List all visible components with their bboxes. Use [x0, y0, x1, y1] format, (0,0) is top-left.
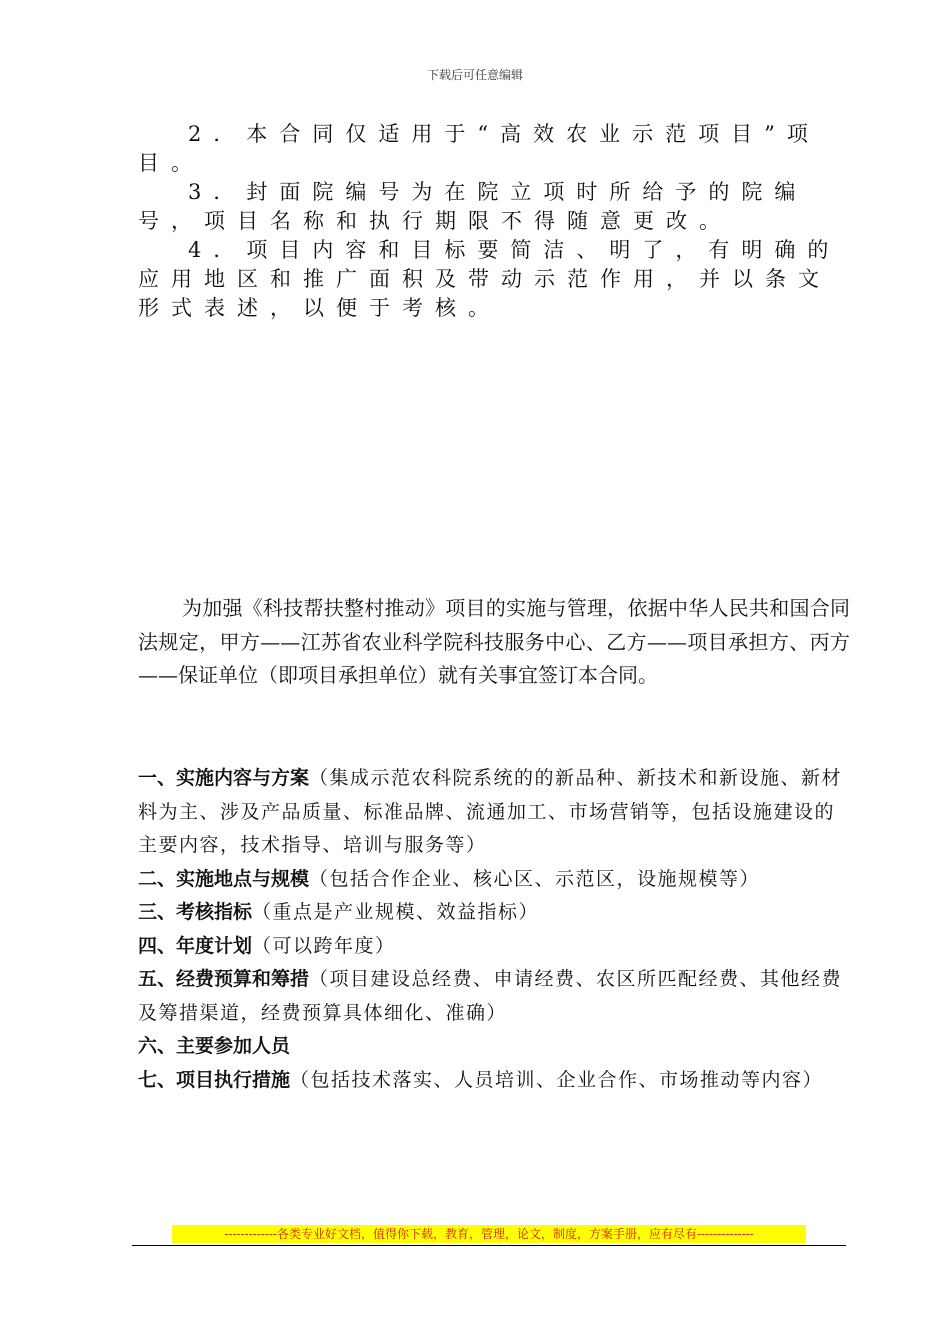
footer-divider — [132, 1245, 846, 1246]
section-list — [138, 762, 850, 1097]
section-desc: （包括技术落实、人员培训、企业合作、市场推动等内容） — [290, 1068, 824, 1091]
section-item — [138, 863, 850, 897]
section-title: 五、经费预算和筹措 — [138, 968, 310, 990]
note-item: 3．封面院编号为在院立项时所给予的院编号，项目名称和执行期限不得随意更改。 — [138, 180, 808, 233]
section-item — [138, 1030, 850, 1064]
section-item — [138, 963, 850, 1030]
section-title: 一、实施内容与方案 — [138, 767, 310, 789]
section-title: 六、主要参加人员 — [138, 1035, 291, 1057]
section-desc: （项目建设总经费、申请经费、农区所匹配经费、其他经费及筹措渠道，经费预算具体细化、准确） — [138, 968, 843, 1024]
note-item: 4．项目内容和目标要简洁、明了，有明确的应用地区和推广面积及带动示范作用，并以条文形式表述，以便于考核。 — [138, 238, 841, 320]
page-header: 下载后可任意编辑 — [426, 68, 523, 82]
note-item: 2．本合同仅适用于“高效农业示范项目”项目。 — [138, 122, 820, 175]
section-item — [138, 896, 850, 930]
contract-preamble — [138, 592, 850, 693]
footer-banner: -------------各类专业好文档，值得你下载，教育，管理，论文，制度，方案手册，应有尽有-------------- — [172, 1225, 806, 1243]
notes-list — [138, 120, 860, 323]
section-item — [138, 1064, 850, 1098]
section-desc: （重点是产业规模、效益指标） — [252, 901, 540, 923]
section-desc: （包括合作企业、核心区、示范区，设施规模等） — [309, 867, 761, 890]
section-item — [138, 930, 850, 964]
section-desc: （可以跨年度） — [252, 934, 396, 957]
preamble-text: 为加强《科技帮扶整村推动》项目的实施与管理，依据中华人民共和国合同法规定，甲方——江苏省农业科学院科技服务中心、乙方——项目承担方、丙方——保证单位（即项目承担单位）就有关事宜签订本合同。 — [138, 596, 850, 687]
section-title: 二、实施地点与规模 — [138, 867, 310, 890]
section-item — [138, 762, 850, 863]
section-title: 四、年度计划 — [138, 934, 253, 957]
section-title: 三、考核指标 — [138, 901, 253, 923]
section-desc: （集成示范农科院系统的的新品种、新技术和新设施、新材料为主、涉及产品质量、标准品牌、流通加工、市场营销等，包括设施建设的主要内容，技术指导、培训与服务等） — [138, 767, 843, 856]
section-title: 七、项目执行措施 — [138, 1068, 291, 1091]
